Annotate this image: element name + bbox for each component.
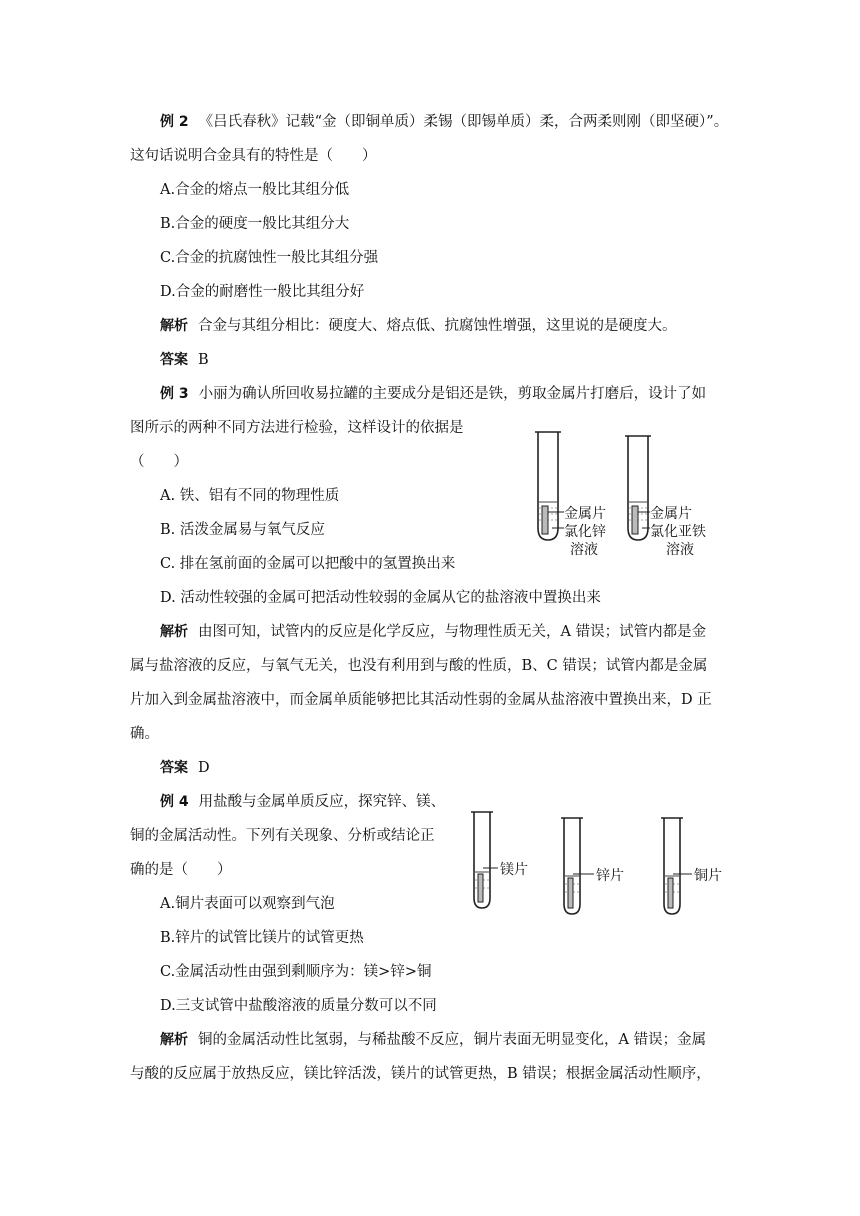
ex2-analysis-text: 合金与其组分相比：硬度大、熔点低、抗腐蚀性增强，这里说的是硬度大。 bbox=[198, 318, 677, 334]
ex3-option-d: D. 活动性较强的金属可把活动性较弱的金属从它的盐溶液中置换出来 bbox=[160, 590, 601, 606]
ex3-answer-label: 答案 bbox=[160, 760, 188, 776]
ex4-analysis-line2: 与酸的反应属于放热反应，镁比锌活泼，镁片的试管更热，B 错误；根据金属活动性顺序， bbox=[130, 1066, 711, 1082]
ex3-tube2-metal-label: 金属片 bbox=[650, 506, 692, 522]
ex4-tube-copper bbox=[661, 818, 722, 914]
ex4-analysis-label: 解析 bbox=[160, 1032, 188, 1048]
ex3-analysis-text: 由图可知，试管内的反应是化学反应，与物理性质无关，A 错误；试管内都是金 bbox=[198, 624, 707, 640]
ex2-answer-label: 答案 bbox=[160, 352, 188, 368]
ex3-stem-text: 小丽为确认所回收易拉罐的主要成分是铝还是铁，剪取金属片打磨后，设计了如 bbox=[198, 386, 707, 402]
ex2-stem-line1 bbox=[160, 112, 728, 132]
ex2-label: 例 2 bbox=[160, 114, 189, 130]
ex3-analysis-label: 解析 bbox=[160, 624, 188, 640]
ex3-tube1-metal-label: 金属片 bbox=[564, 506, 606, 522]
ex4-stem-line2: 铜的金属活动性。下列有关现象、分析或结论正 bbox=[130, 828, 435, 844]
ex3-stem-line3: （ ） bbox=[130, 454, 188, 470]
ex3-analysis-line2: 属与盐溶液的反应，与氧气无关，也没有利用到与酸的性质，B、C 错误；试管内都是金属 bbox=[130, 658, 708, 674]
ex4-zinc-label: 锌片 bbox=[596, 868, 624, 884]
ex2-option-b: B.合金的硬度一般比其组分大 bbox=[160, 216, 350, 232]
ex2-answer-value: B bbox=[198, 352, 209, 368]
ex4-test-tube-figure bbox=[466, 806, 736, 916]
ex2-option-d: D.合金的耐磨性一般比其组分好 bbox=[160, 284, 365, 300]
ex3-label: 例 3 bbox=[160, 386, 189, 402]
ex2-analysis bbox=[160, 316, 677, 336]
ex4-option-d: D.三支试管中盐酸溶液的质量分数可以不同 bbox=[160, 998, 437, 1014]
ex4-tube-zinc bbox=[561, 818, 624, 914]
ex3-tube1-solution-label: 氯化锌 bbox=[564, 524, 606, 540]
ex2-answer bbox=[160, 350, 209, 370]
ex3-analysis-line3: 片加入到金属盐溶液中，而金属单质能够把比其活动性弱的金属从盐溶液中置换出来，D 正 bbox=[130, 692, 712, 708]
ex4-stem-line1 bbox=[160, 792, 445, 812]
ex2-stem-line2: 这句话说明合金具有的特性是（ ） bbox=[130, 148, 377, 164]
ex4-option-a: A.铜片表面可以观察到气泡 bbox=[160, 896, 335, 912]
ex3-analysis-line1 bbox=[160, 622, 706, 642]
ex3-option-b: B. 活泼金属易与氧气反应 bbox=[160, 522, 325, 538]
ex3-tube2-solution-label2: 溶液 bbox=[666, 542, 694, 558]
ex3-tube1-solution-label2: 溶液 bbox=[570, 542, 598, 558]
ex3-option-a: A. 铁、铝有不同的物理性质 bbox=[160, 488, 340, 504]
ex3-tube-2 bbox=[625, 436, 706, 558]
ex2-option-a: A.合金的熔点一般比其组分低 bbox=[160, 182, 350, 198]
ex3-tube2-solution-label: 氯化亚铁 bbox=[650, 524, 706, 540]
ex3-stem-line1 bbox=[160, 384, 706, 404]
ex4-option-b: B.锌片的试管比镁片的试管更热 bbox=[160, 930, 364, 946]
ex2-analysis-label: 解析 bbox=[160, 318, 188, 334]
ex3-answer bbox=[160, 758, 210, 778]
ex2-stem-text: 《吕氏春秋》记载“金（即铜单质）柔锡（即锡单质）柔，合两柔则刚（即坚硬）”。 bbox=[198, 114, 729, 130]
ex4-stem-text: 用盐酸与金属单质反应，探究锌、镁、 bbox=[198, 794, 446, 810]
ex4-label: 例 4 bbox=[160, 794, 189, 810]
ex3-analysis-line4: 确。 bbox=[130, 726, 159, 742]
ex4-option-c: C.金属活动性由强到剩顺序为：镁>锌>铜 bbox=[160, 964, 432, 980]
ex3-tube-1 bbox=[535, 432, 606, 558]
ex3-option-c: C. 排在氢前面的金属可以把酸中的氢置换出来 bbox=[160, 556, 456, 572]
ex4-tube-magnesium bbox=[471, 812, 528, 908]
ex4-analysis-line1 bbox=[160, 1030, 706, 1050]
ex3-answer-value: D bbox=[198, 760, 210, 776]
ex4-copper-label: 铜片 bbox=[694, 868, 722, 884]
ex3-stem-line2: 图所示的两种不同方法进行检验，这样设计的依据是 bbox=[130, 420, 464, 436]
ex4-analysis-text: 铜的金属活动性比氢弱，与稀盐酸不反应，铜片表面无明显变化，A 错误；金属 bbox=[198, 1032, 707, 1048]
ex3-test-tube-figure bbox=[528, 428, 728, 568]
ex4-stem-line3: 确的是（ ） bbox=[130, 862, 232, 878]
ex2-option-c: C.合金的抗腐蚀性一般比其组分强 bbox=[160, 250, 379, 266]
ex4-magnesium-label: 镁片 bbox=[500, 862, 528, 878]
